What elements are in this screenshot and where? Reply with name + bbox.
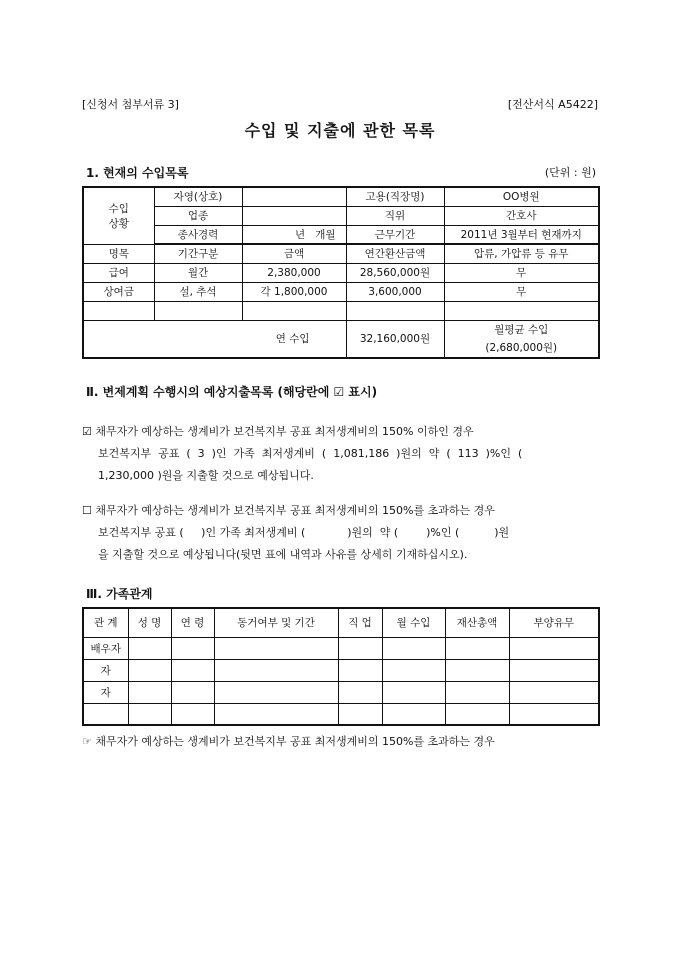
column-header: 연간환산금액	[346, 244, 444, 263]
option2-line1: 채무자가 예상하는 생계비가 보건복지부 공표 최저생계비의 150%를 초과하는 경우	[95, 504, 495, 517]
column-header: 명목	[83, 244, 154, 263]
relation-cell	[83, 703, 128, 725]
cell: 월간	[154, 263, 242, 282]
cell: OO병원	[444, 187, 599, 206]
column-header: 금액	[242, 244, 346, 263]
table-row	[83, 703, 599, 725]
option2	[82, 500, 509, 566]
column-header: 압류, 가압류 등 유무	[444, 244, 599, 263]
cell	[154, 301, 242, 320]
unit-label: (단위 : 원)	[544, 166, 596, 179]
table-row	[83, 637, 599, 659]
cell	[242, 187, 346, 206]
cell: 급여	[83, 263, 154, 282]
option2-line3: 을 지출할 것으로 예상됩니다(뒷면 표에 내역과 사유를 상세히 기재하십시오).	[98, 548, 468, 561]
cell: 간호사	[444, 206, 599, 225]
cell	[346, 301, 444, 320]
column-header: 동거여부 및 기간	[214, 608, 338, 637]
cell	[83, 301, 154, 320]
cell: 각 1,800,000	[242, 282, 346, 301]
cell	[242, 206, 346, 225]
footer-note: ☞ 채무자가 예상하는 생계비가 보건복지부 공표 최저생계비의 150%를 초과하는 경우	[82, 735, 495, 748]
section1-heading: 1. 현재의 수입목록	[86, 166, 189, 180]
table-row	[83, 659, 599, 681]
column-header: 연 령	[171, 608, 214, 637]
income-status-label: 수입 상황	[83, 187, 154, 244]
column-header: 부양유무	[509, 608, 599, 637]
cell: 자영(상호)	[154, 187, 242, 206]
checkbox-checked-icon[interactable]: ☑	[82, 425, 92, 438]
column-header: 직 업	[338, 608, 382, 637]
option1-line3: 1,230,000 )원을 지출할 것으로 예상됩니다.	[98, 469, 314, 482]
column-header: 월 수입	[382, 608, 445, 637]
cell: 직위	[346, 206, 444, 225]
column-header: 기간구분	[154, 244, 242, 263]
option1	[82, 421, 522, 487]
cell: 28,560,000원	[346, 263, 444, 282]
income-table	[82, 186, 600, 359]
family-table	[82, 607, 600, 726]
checkbox-unchecked-icon[interactable]: ☐	[82, 504, 92, 517]
table-row	[83, 681, 599, 703]
attachment-label: [신청서 첨부서류 3]	[82, 98, 179, 111]
cell: 설, 추석	[154, 282, 242, 301]
table-row	[83, 263, 599, 282]
table-row	[83, 282, 599, 301]
relation-cell: 배우자	[83, 637, 128, 659]
cell: 종사경력	[154, 225, 242, 244]
column-header: 재산총액	[445, 608, 509, 637]
page-title: 수입 및 지출에 관한 목록	[244, 121, 436, 140]
table-row	[83, 301, 599, 320]
cell: 상여금	[83, 282, 154, 301]
cell: 2,380,000	[242, 263, 346, 282]
relation-cell: 자	[83, 681, 128, 703]
relation-cell: 자	[83, 659, 128, 681]
cell: 무	[444, 282, 599, 301]
form-code: [전산서식 A5422]	[507, 98, 598, 111]
option1-line1: 채무자가 예상하는 생계비가 보건복지부 공표 최저생계비의 150% 이하인 경우	[95, 425, 474, 438]
column-header: 관 계	[83, 608, 128, 637]
cell: 3,600,000	[346, 282, 444, 301]
option2-line2: 보건복지부 공표 ( )인 가족 최저생계비 ( )원의 약 ( )%인 ( )원	[98, 526, 510, 539]
cell: 고용(직장명)	[346, 187, 444, 206]
cell	[444, 301, 599, 320]
section3-heading: Ⅲ. 가족관계	[86, 587, 153, 601]
cell: 무	[444, 263, 599, 282]
section2-heading: Ⅱ. 변제계획 수행시의 예상지출목록 (해당란에 ☑ 표시)	[86, 385, 378, 399]
column-header: 성 명	[128, 608, 171, 637]
monthly-average: 월평균 수입 (2,680,000원)	[444, 320, 599, 358]
cell: 업종	[154, 206, 242, 225]
cell: 근무기간	[346, 225, 444, 244]
option1-line2: 보건복지부 공표 ( 3 )인 가족 최저생계비 ( 1,081,186 )원의 약 ( 113 )%인 (	[98, 447, 523, 460]
cell: 년 개월	[242, 225, 346, 244]
cell	[242, 301, 346, 320]
annual-income-label: 연 수입	[83, 320, 346, 358]
cell: 2011년 3월부터 현재까지	[444, 225, 599, 244]
annual-income-value: 32,160,000원	[346, 320, 444, 358]
